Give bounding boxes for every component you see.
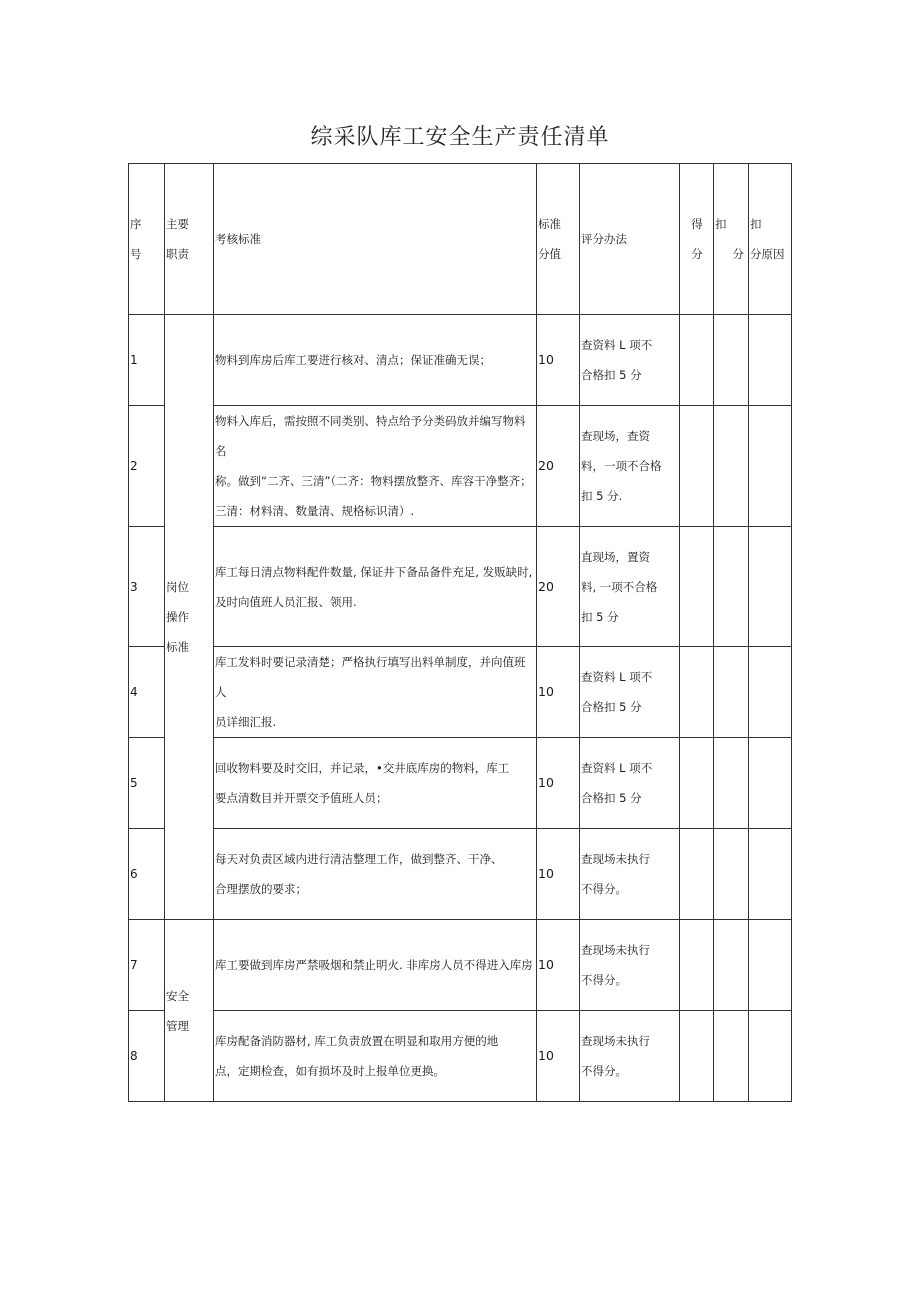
table-row xyxy=(129,527,792,647)
row-reason xyxy=(749,406,792,527)
row-no: 8 xyxy=(129,1011,165,1102)
row-deduct xyxy=(714,527,749,647)
row-score: 10 xyxy=(537,920,580,1011)
document-title: 综采队库工安全生产责任清单 xyxy=(310,125,610,150)
group-safety-management: 安全 管理 xyxy=(165,920,214,1102)
row-method: 查资料 L 项不 合格扣 5 分 xyxy=(580,315,680,406)
table-row xyxy=(129,738,792,829)
header-deduct: 扣 分 xyxy=(714,164,749,315)
header-deduct-reason: 扣 分原因 xyxy=(749,164,792,315)
row-score: 10 xyxy=(537,1011,580,1102)
row-no: 1 xyxy=(129,315,165,406)
row-score: 10 xyxy=(537,829,580,920)
table-row xyxy=(129,920,792,1011)
responsibility-table xyxy=(128,163,792,1102)
row-score: 10 xyxy=(537,315,580,406)
row-got xyxy=(680,920,714,1011)
row-standard: 库工要做到库房严禁吸烟和禁止明火. 非库房人员不得进入库房 xyxy=(214,920,537,1011)
row-got xyxy=(680,1011,714,1102)
row-method: 查现场未执行 不得分。 xyxy=(580,829,680,920)
row-reason xyxy=(749,647,792,738)
table-row xyxy=(129,406,792,527)
header-method: 评分办法 xyxy=(580,164,680,315)
table-header-row xyxy=(129,164,792,315)
row-reason xyxy=(749,829,792,920)
row-reason xyxy=(749,738,792,829)
row-score: 20 xyxy=(537,406,580,527)
row-standard: 物料入库后，需按照不同类别、特点给予分类码放并编写物料名 称。做到“二齐、三清”（二齐：物料摆放整齐、库容干净整齐； 三清：材料清、数量清、规格标识清）. xyxy=(214,406,537,527)
row-got xyxy=(680,829,714,920)
row-method: 直现场，置资 料, 一项不合格 扣 5 分 xyxy=(580,527,680,647)
row-got xyxy=(680,406,714,527)
row-no: 2 xyxy=(129,406,165,527)
row-deduct xyxy=(714,920,749,1011)
row-reason xyxy=(749,1011,792,1102)
row-got xyxy=(680,738,714,829)
row-no: 4 xyxy=(129,647,165,738)
row-deduct xyxy=(714,829,749,920)
header-standard: 考核标准 xyxy=(214,164,537,315)
row-method: 查资料 L 项不 合格扣 5 分 xyxy=(580,647,680,738)
row-no: 6 xyxy=(129,829,165,920)
group-post-operation: 岗位 操作 标准 xyxy=(165,315,214,920)
row-deduct xyxy=(714,315,749,406)
row-reason xyxy=(749,920,792,1011)
row-no: 7 xyxy=(129,920,165,1011)
row-standard: 库工每日清点物料配件数量, 保证井下备品备件充足, 发贩缺时, 及时向值班人员汇报、领用. xyxy=(214,527,537,647)
row-score: 10 xyxy=(537,738,580,829)
row-got xyxy=(680,315,714,406)
row-deduct xyxy=(714,738,749,829)
table-row xyxy=(129,1011,792,1102)
header-score: 标准 分值 xyxy=(537,164,580,315)
row-standard: 回收物料要及时交旧，并记录，•交井底库房的物料，库工 要点清数目并开票交予值班人员； xyxy=(214,738,537,829)
row-score: 10 xyxy=(537,647,580,738)
row-reason xyxy=(749,315,792,406)
table-row xyxy=(129,315,792,406)
table-row xyxy=(129,647,792,738)
row-method: 查现场未执行 不得分。 xyxy=(580,920,680,1011)
row-deduct xyxy=(714,1011,749,1102)
row-standard: 库工发料时要记录清楚；严格执行填写出料单制度，并向值班人 员详细汇报. xyxy=(214,647,537,738)
table-row xyxy=(129,829,792,920)
row-deduct xyxy=(714,406,749,527)
row-standard: 物料到库房后库工要进行核对、清点；保证准确无误； xyxy=(214,315,537,406)
row-method: 查资料 L 项不 合格扣 5 分 xyxy=(580,738,680,829)
header-got-score: 得 分 xyxy=(680,164,714,315)
header-duty: 主要 职责 xyxy=(165,164,214,315)
row-got xyxy=(680,647,714,738)
row-no: 3 xyxy=(129,527,165,647)
row-method: 查现场未执行 不得分。 xyxy=(580,1011,680,1102)
row-method: 查现场，查资 料，一项不合格 扣 5 分. xyxy=(580,406,680,527)
row-standard: 每天对负责区域内进行清洁整理工作，做到整齐、干净、 合理摆放的要求； xyxy=(214,829,537,920)
header-no: 序 号 xyxy=(129,164,165,315)
row-reason xyxy=(749,527,792,647)
row-deduct xyxy=(714,647,749,738)
row-no: 5 xyxy=(129,738,165,829)
row-score: 20 xyxy=(537,527,580,647)
row-standard: 库房配备消防器材, 库工负责放置在明显和取用方便的地 点，定期检查，如有损坏及时上报单位更换。 xyxy=(214,1011,537,1102)
row-got xyxy=(680,527,714,647)
